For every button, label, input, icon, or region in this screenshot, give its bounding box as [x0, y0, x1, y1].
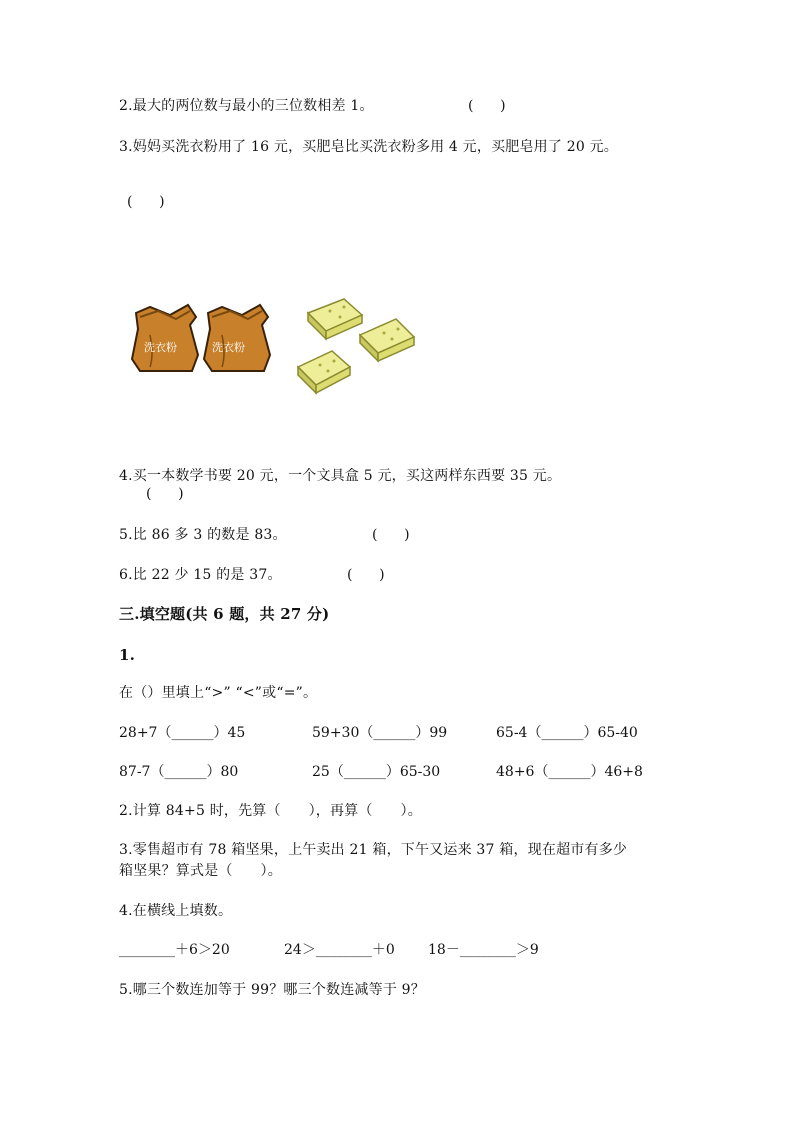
judge-q6-text: 6.比 22 少 15 的是 37。	[119, 567, 282, 583]
fill-q1-instruction: 在（）里填上“>” “<”或“=”。	[119, 685, 318, 701]
judge-q5-answer-paren[interactable]: ( )	[372, 527, 410, 543]
fill-q1-item[interactable]: 65-4（______）65-40	[496, 725, 638, 741]
detergent-soap-illustration	[130, 295, 430, 405]
fill-q1-item[interactable]: 28+7（______）45	[119, 725, 246, 741]
fill-q3-text-line2: 箱坚果？算式是（ ）。	[119, 863, 282, 879]
judge-q6-answer-paren[interactable]: ( )	[347, 567, 385, 583]
fill-q5-text: 5.哪三个数连加等于 99？哪三个数连减等于 9？	[119, 982, 425, 998]
bag-label-1: 洗衣粉	[144, 341, 177, 354]
judge-q2-text: 2.最大的两位数与最小的三位数相差 1。	[119, 98, 374, 114]
fill-q2-text: 2.计算 84+5 时，先算（ ），再算（ ）。	[119, 803, 422, 819]
fill-q1-item[interactable]: 87-7（______）80	[119, 764, 239, 780]
judge-q5-text: 5.比 86 多 3 的数是 83。	[119, 527, 287, 543]
fill-q4-item[interactable]: 24＞________＋0	[284, 942, 395, 958]
fill-q1-item[interactable]: 25（______）65-30	[312, 764, 441, 780]
soap-bar-1	[308, 299, 362, 339]
judge-q3-text: 3.妈妈买洗衣粉用了 16 元，买肥皂比买洗衣粉多用 4 元，买肥皂用了 20 元。	[119, 139, 618, 155]
bag-label-2: 洗衣粉	[212, 341, 245, 354]
fill-q1-item[interactable]: 48+6（______）46+8	[496, 764, 643, 780]
section-heading-fill: 三.填空题(共 6 题，共 27 分)	[119, 605, 330, 623]
soap-bar-3	[298, 351, 350, 393]
soap-bar-2	[360, 319, 414, 361]
detergent-bag-2	[204, 305, 270, 371]
fill-q1-item[interactable]: 59+30（______）99	[312, 725, 448, 741]
judge-q3-answer-paren[interactable]: ( )	[127, 194, 165, 210]
judge-q4-answer-paren[interactable]: ( )	[146, 486, 184, 502]
fill-q4-item[interactable]: ________＋6＞20	[119, 942, 230, 958]
judge-q4-text: 4.买一本数学书要 20 元，一个文具盒 5 元，买这两样东西要 35 元。	[119, 468, 562, 484]
judge-q2-answer-paren[interactable]: ( )	[468, 98, 506, 114]
fill-q1-number: 1.	[119, 646, 136, 664]
fill-q4-item[interactable]: 18－________＞9	[428, 942, 539, 958]
fill-q3-text-line1: 3.零售超市有 78 箱坚果，上午卖出 21 箱，下午又运来 37 箱，现在超市有多少	[119, 842, 628, 858]
fill-q4-title: 4.在横线上填数。	[119, 903, 233, 919]
detergent-bag-1	[132, 305, 198, 371]
